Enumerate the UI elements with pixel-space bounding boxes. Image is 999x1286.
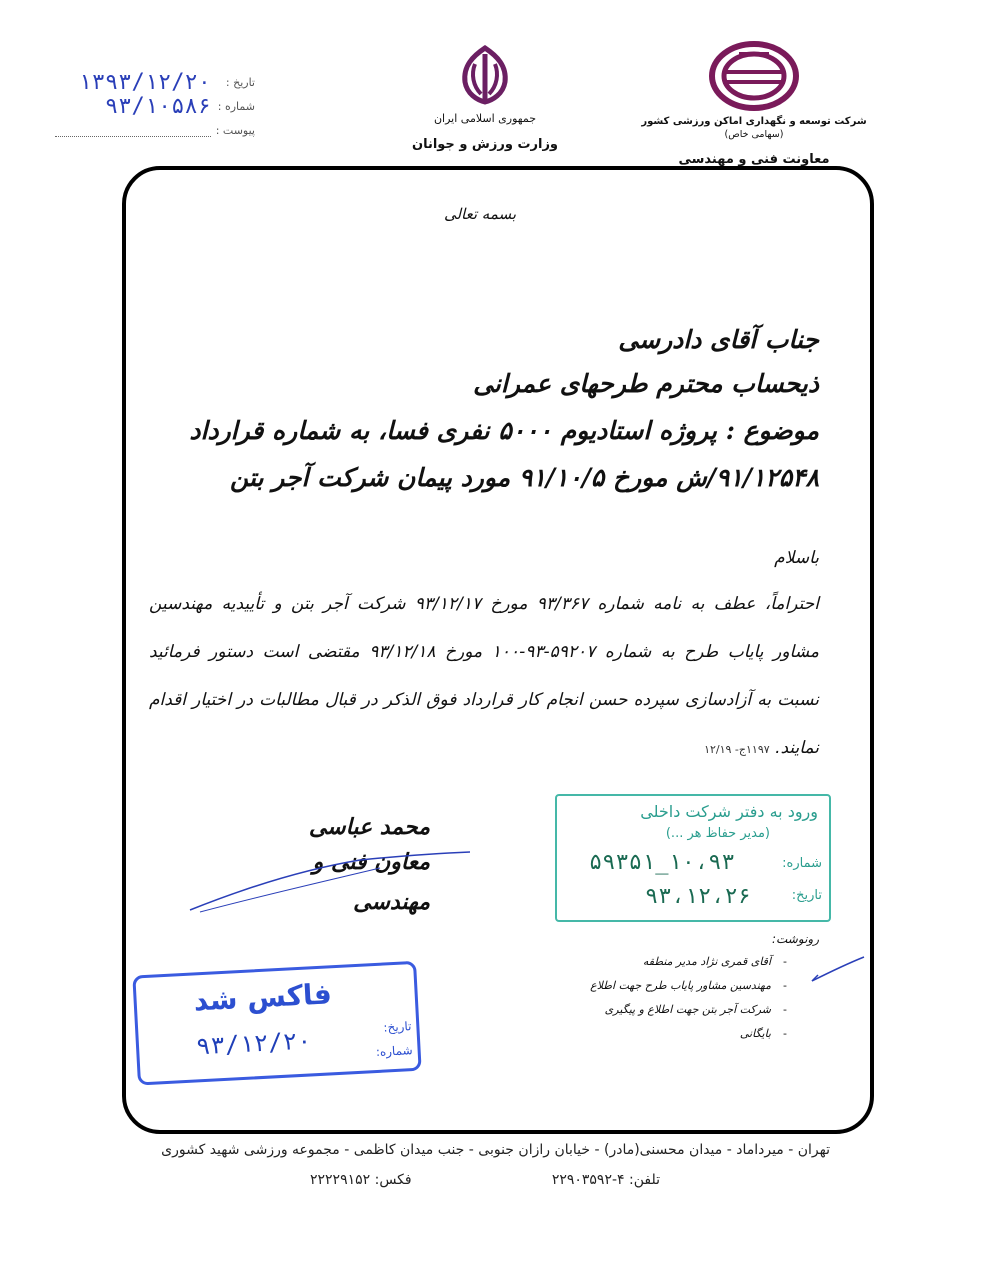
company-type: (سهامی خاص) xyxy=(724,129,784,140)
footer-address: تهران - میرداماد - میدان محسنی(مادر) - خیابان رازان جنوبی - جنب میدان کاظمی - مجموعه ورزشی شهید کشوری xyxy=(161,1142,830,1158)
company-header xyxy=(639,40,869,167)
letter-metadata xyxy=(55,70,255,142)
republic-name: جمهوری اسلامی ایران xyxy=(433,112,537,125)
fax-hand-value: ۹۳/۱۲/۲۰ xyxy=(195,1026,313,1061)
letter-body xyxy=(149,580,819,774)
cc-list xyxy=(539,950,799,1046)
list-item: - بایگانی xyxy=(739,1027,787,1040)
subject-line-2: ۹۱/۱۲۵۴۸/ش مورخ ۹۱/۱۰/۵ مورد پیمان شرکت آجر بتن xyxy=(230,463,819,492)
body-text: احتراماً، عطف به نامه شماره ۹۳/۳۶۷ مورخ ۹۳/۱۲/۱۷ شرکت آجر بتن و تأییدیه مهندسین مشاور پایاب طرح به شماره ۵۹۲۰۷-۹۳-۱۰۰ مورخ ۹۳/۱۲/۱۸ مقتضی است دستور فرمائید نسبت به آزادسازی سپرده حسن انجام کار قرارداد فوق الذکر در قبال مطالبات در اختیار اقدام نمایند. xyxy=(149,594,820,758)
footer-phone: تلفن: ۴-۲۲۹۰۳۵۹۲ xyxy=(551,1172,660,1188)
signer-title: معاون فنی و مهندسی xyxy=(312,849,430,915)
number-label: شماره : xyxy=(217,99,255,113)
addressee-title: ذیحساب محترم طرحهای عمرانی xyxy=(473,369,819,398)
government-header xyxy=(395,42,575,152)
company-logo-icon xyxy=(709,40,799,112)
incoming-stamp-title: ورود به دفتر شرکت داخلی xyxy=(640,802,818,821)
number-value: ۹۳/۱۰۵۸۶ xyxy=(105,93,211,119)
bismillah: بسمه تعالی xyxy=(443,205,517,223)
company-name: شرکت توسعه و نگهداری اماکن ورزشی کشور xyxy=(641,116,867,127)
department-name: معاونت فنی و مهندسی xyxy=(678,152,830,167)
addressee: جناب آقای دادرسی xyxy=(618,325,819,354)
body-reference: ۱۱۹۷ج- ۱۲/۱۹ xyxy=(704,743,770,756)
incoming-number-label: شماره: xyxy=(782,856,822,871)
incoming-date-label: تاریخ: xyxy=(791,888,822,903)
list-item: - آقای قمری نژاد مدیر منطقه xyxy=(642,955,787,968)
attachment-label: پیوست : xyxy=(215,123,255,137)
letter-heading xyxy=(139,318,819,500)
list-item: - مهندسین مشاور پایاب طرح جهت اطلاع xyxy=(590,979,787,992)
fax-number-label: شماره: xyxy=(375,1043,413,1060)
incoming-date-value: ۹۳،۱۲،۲۶ xyxy=(645,884,751,909)
greeting: باسلام xyxy=(774,548,819,568)
list-item: - شرکت آجر بتن جهت اطلاع و پیگیری xyxy=(604,1003,787,1016)
subject-line-1: موضوع : پروژه استادیوم ۵۰۰۰ نفری فسا، به شماره قرارداد xyxy=(189,416,819,445)
date-label: تاریخ : xyxy=(225,75,255,89)
attachment-dots xyxy=(55,124,211,137)
footer-contacts xyxy=(310,1172,660,1188)
signature-scribble-icon xyxy=(180,850,480,920)
checkmark-scribble-icon xyxy=(808,955,868,985)
fax-stamp xyxy=(132,960,427,1085)
fax-stamp-title: فاکس شد xyxy=(192,977,333,1018)
incoming-stamp-subtitle: (مدیر حفاظ هر ...) xyxy=(665,826,770,841)
ministry-name: وزارت ورزش و جوانان xyxy=(411,137,559,152)
incoming-number-value: ۱۰،۹۳_۵۹۳۵۱ xyxy=(589,850,735,875)
cc-title: رونوشت: xyxy=(771,932,819,946)
incoming-stamp xyxy=(555,786,830,926)
footer-fax: فکس: ۲۲۲۲۹۱۵۲ xyxy=(310,1172,412,1188)
date-value: ۱۳۹۳/۱۲/۲۰ xyxy=(78,69,211,95)
iran-emblem-icon xyxy=(453,42,517,106)
signer-name: محمد عباسی xyxy=(308,814,430,840)
fax-date-label: تاریخ: xyxy=(383,1019,412,1035)
